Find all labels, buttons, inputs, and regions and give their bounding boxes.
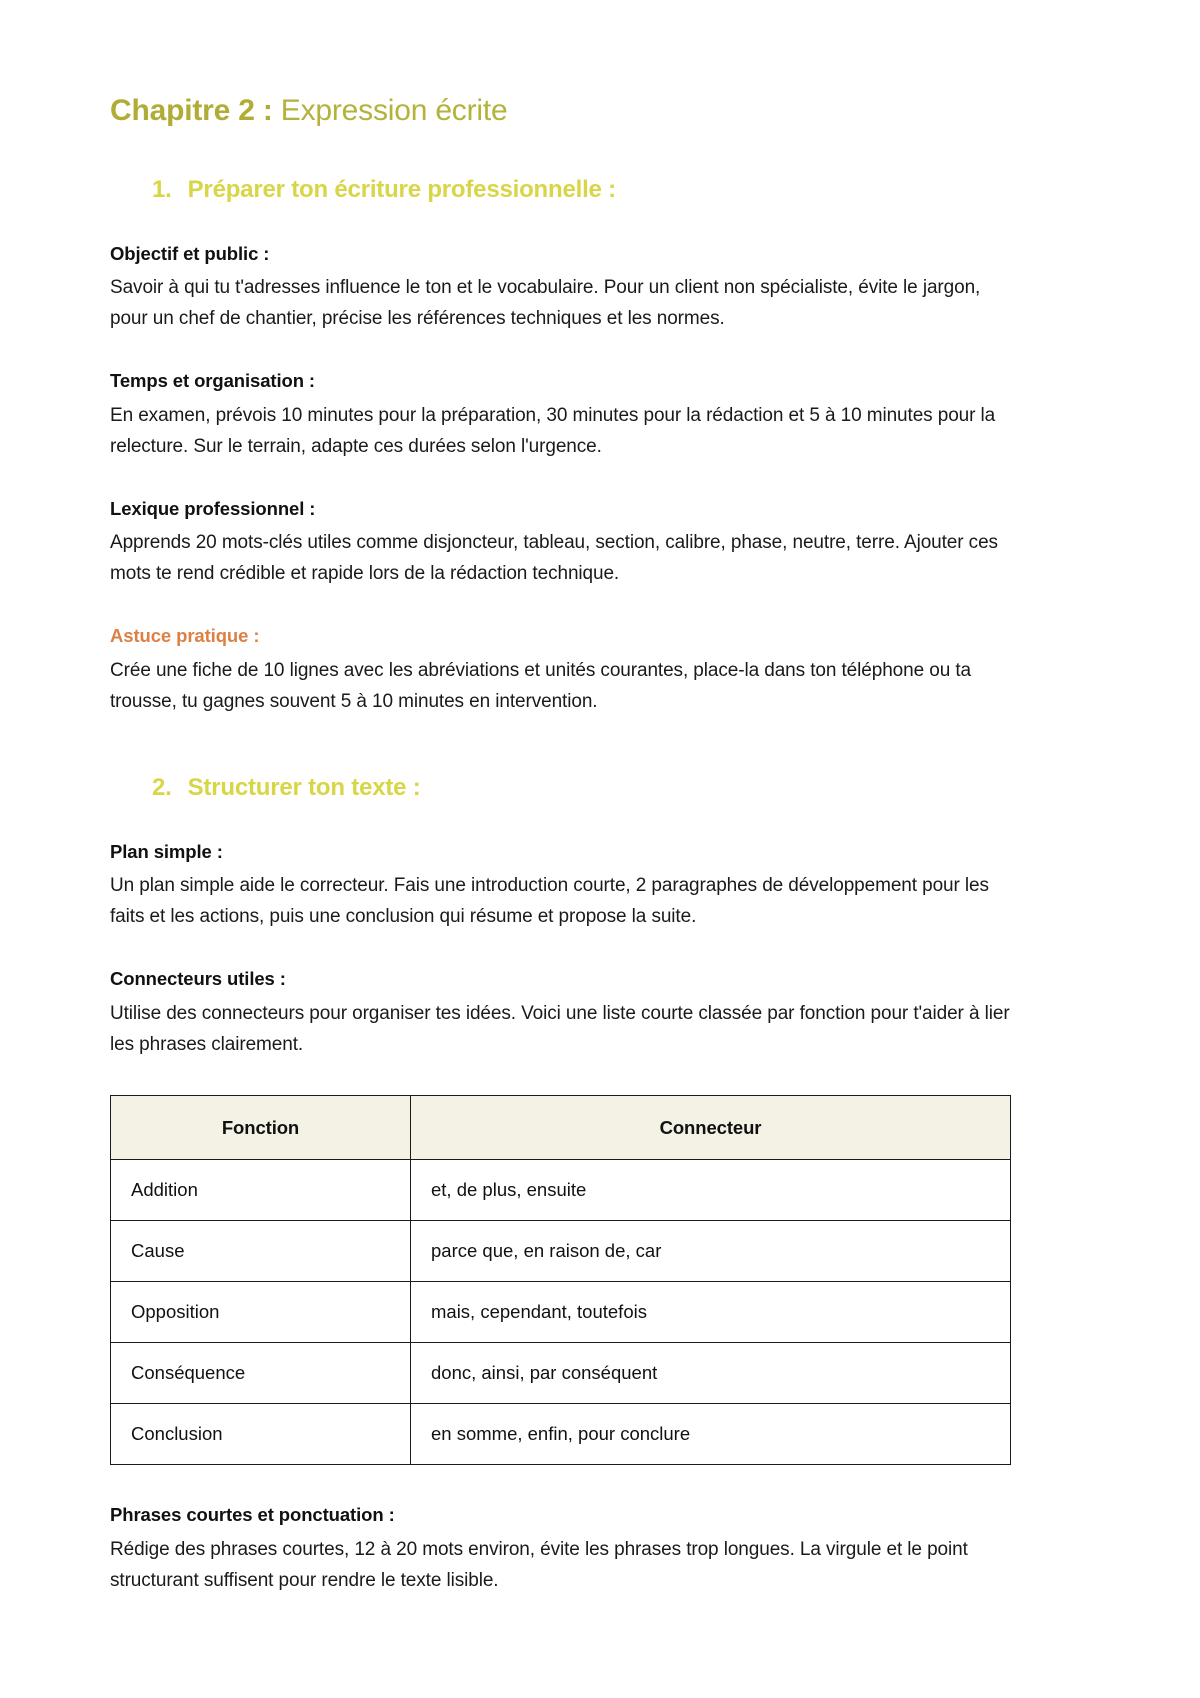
block-objectif-et-public (110, 242, 1090, 336)
cell-connecteur: et, de plus, ensuite (411, 1160, 1011, 1221)
block-temps-et-organisation (110, 369, 1090, 463)
chapter-title-text: Expression écrite (280, 94, 508, 127)
paragraph-connecteurs-utiles: Utilise des connecteurs pour organiser tes idées. Voici une liste courte classée par fonction pour t'aider à lier les phrases clairement. (110, 1002, 1010, 1055)
paragraph-astuce-pratique: Crée une fiche de 10 lignes avec les abréviations et unités courantes, place-la dans ton téléphone ou ta trousse, tu gagnes souvent 5 à 10 minutes en intervention. (110, 659, 972, 712)
cell-connecteur: donc, ainsi, par conséquent (411, 1343, 1011, 1404)
cell-connecteur: parce que, en raison de, car (411, 1221, 1011, 1282)
paragraph-plan-simple: Un plan simple aide le correcteur. Fais une introduction courte, 2 paragraphes de développement pour les faits et les actions, puis une conclusion qui résume et propose la suite. (110, 875, 989, 928)
subheading-objectif-et-public: Objectif et public : (110, 242, 270, 264)
section-number-1: 1. (152, 175, 172, 203)
block-connecteurs-utiles (110, 967, 1090, 1061)
block-plan-simple (110, 840, 1090, 934)
cell-fonction: Addition (111, 1160, 411, 1221)
paragraph-objectif-et-public: Savoir à qui tu t'adresses influence le ton et le vocabulaire. Pour un client non spécialiste, évite le jargon, pour un chef de chantier, précise les références techniques et les normes. (110, 277, 981, 330)
block-phrases-courtes-et-ponctuation (110, 1503, 1090, 1597)
subheading-plan-simple: Plan simple : (110, 840, 223, 862)
cell-fonction: Cause (111, 1221, 411, 1282)
table-row (111, 1403, 1011, 1464)
table-row (111, 1221, 1011, 1282)
section-heading-1 (110, 176, 1090, 204)
paragraph-phrases-courtes-et-ponctuation: Rédige des phrases courtes, 12 à 20 mots environ, évite les phrases trop longues. La virgule et le point structurant suffisent pour rendre le texte lisible. (110, 1538, 968, 1591)
cell-fonction: Opposition (111, 1282, 411, 1343)
table-row (111, 1160, 1011, 1221)
table-row (111, 1282, 1011, 1343)
cell-connecteur: mais, cependant, toutefois (411, 1282, 1011, 1343)
chapter-label: Chapitre 2 : (110, 94, 273, 127)
connectors-table (110, 1095, 1011, 1465)
column-header-connecteur: Connecteur (411, 1095, 1011, 1160)
subheading-temps-et-organisation: Temps et organisation : (110, 370, 315, 391)
section-heading-2 (110, 774, 1090, 802)
subheading-astuce-pratique: Astuce pratique : (110, 625, 260, 646)
subheading-connecteurs-utiles: Connecteurs utiles : (110, 968, 286, 989)
column-header-fonction: Fonction (111, 1095, 411, 1160)
subheading-lexique-professionnel: Lexique professionnel : (110, 497, 316, 519)
page-title (110, 92, 1090, 130)
table-row (111, 1343, 1011, 1404)
block-lexique-professionnel (110, 497, 1090, 591)
cell-fonction: Conséquence (111, 1343, 411, 1404)
section-number-2: 2. (152, 773, 172, 801)
cell-fonction: Conclusion (111, 1403, 411, 1464)
cell-connecteur: en somme, enfin, pour conclure (411, 1403, 1011, 1464)
section-title-1: Préparer ton écriture professionnelle : (187, 175, 616, 203)
subheading-phrases-courtes-et-ponctuation: Phrases courtes et ponctuation : (110, 1503, 395, 1525)
table-header-row (111, 1095, 1011, 1160)
paragraph-temps-et-organisation: En examen, prévois 10 minutes pour la préparation, 30 minutes pour la rédaction et 5 à 10 minutes pour la relecture. Sur le terrain, adapte ces durées selon l'urgence. (110, 404, 996, 457)
paragraph-lexique-professionnel: Apprends 20 mots-clés utiles comme disjoncteur, tableau, section, calibre, phase, neutre, terre. Ajouter ces mots te rend crédible et rapide lors de la rédaction technique. (110, 532, 998, 585)
section-title-2: Structurer ton texte : (187, 773, 421, 801)
block-astuce-pratique (110, 624, 1090, 718)
